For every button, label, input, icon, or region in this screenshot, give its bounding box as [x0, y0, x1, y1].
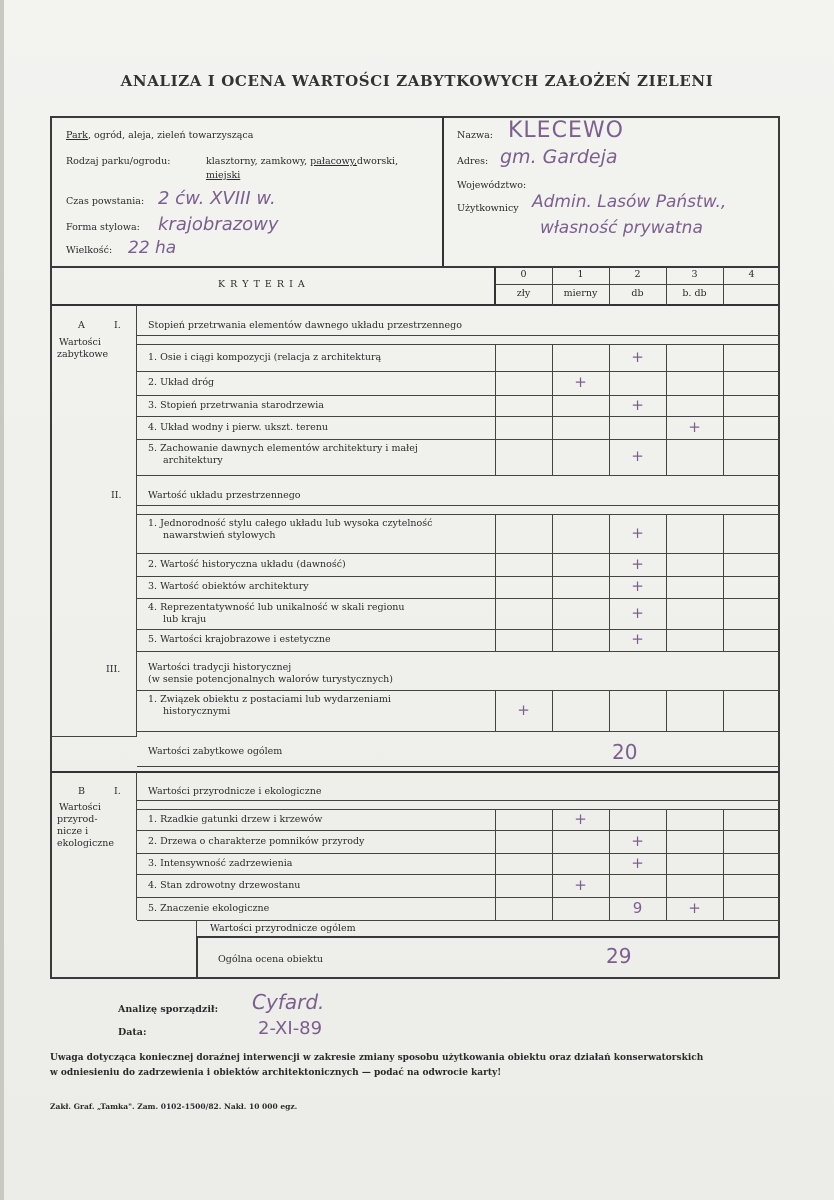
- row-cell-divider: [723, 629, 724, 651]
- note-line-1: Uwaga dotycząca koniecznej doraźnej interwencji w zakresie zmiany sposobu użytkowania obiektu oraz działań konserwatorskich: [50, 1053, 704, 1063]
- row-cell-divider: [552, 344, 553, 371]
- date-value: 2-XI-89: [258, 1018, 323, 1039]
- row-cell-divider: [495, 344, 496, 371]
- criterion-text-cont: historycznymi: [163, 706, 231, 717]
- section-b-total-label: Wartości przyrodnicze ogólem: [210, 923, 356, 934]
- criteria-col-divider: [552, 267, 553, 305]
- rating-mark: +: [631, 853, 644, 872]
- rating-mark: +: [688, 417, 701, 436]
- rating-mark: +: [688, 898, 701, 917]
- header-divider: [442, 117, 444, 268]
- row-cell-divider: [495, 830, 496, 853]
- row-bottom-line: [137, 475, 779, 476]
- row-top-line: [137, 809, 779, 810]
- row-cell-divider: [552, 439, 553, 475]
- row-cell-divider: [666, 690, 667, 731]
- woj-label: Województwo:: [457, 180, 527, 191]
- rating-mark: +: [517, 700, 530, 719]
- rodzaj-opt-1: klasztorny, zamkowy,: [206, 156, 308, 167]
- row-cell-divider: [723, 809, 724, 830]
- row-cell-divider: [495, 874, 496, 897]
- type-line: [66, 130, 253, 141]
- nazwa-label: Nazwa:: [457, 130, 493, 141]
- criteria-col-number: 2: [634, 269, 641, 280]
- criteria-col-number: 1: [577, 269, 584, 280]
- criterion-text: 5. Wartości krajobrazowe i estetyczne: [148, 634, 331, 645]
- uzyt-value-2: własność prywatna: [540, 218, 703, 238]
- criteria-frame: [50, 266, 780, 979]
- row-cell-divider: [552, 598, 553, 629]
- section-a-roman: I.: [114, 320, 121, 331]
- row-cell-divider: [552, 897, 553, 920]
- group-title-line: [137, 335, 779, 336]
- criteria-col-number: 0: [520, 269, 527, 280]
- criterion-text: 3. Stopień przetrwania starodrzewia: [148, 399, 324, 411]
- made-by-value: Cyfard.: [252, 990, 325, 1014]
- row-cell-divider: [552, 853, 553, 874]
- rating-mark: +: [631, 554, 644, 573]
- criteria-col-divider: [723, 267, 724, 305]
- rodzaj-opt-selected: pałacowy,: [310, 156, 357, 167]
- row-cell-divider: [723, 514, 724, 553]
- row-top-line: [137, 598, 779, 599]
- criterion-text: 3. Intensywność zadrzewienia: [148, 857, 293, 869]
- row-top-line: [137, 629, 779, 630]
- form-title: ANALIZA I OCENA WARTOŚCI ZABYTKOWYCH ZAŁOŻEŃ ZIELENI: [120, 72, 714, 90]
- row-top-line: [137, 395, 779, 396]
- row-top-line: [137, 553, 779, 554]
- criteria-col-number: 3: [691, 269, 698, 280]
- row-cell-divider: [495, 576, 496, 598]
- row-cell-divider: [666, 439, 667, 475]
- row-cell-divider: [666, 576, 667, 598]
- row-cell-divider: [495, 809, 496, 830]
- row-cell-divider: [666, 514, 667, 553]
- row-cell-divider: [552, 576, 553, 598]
- row-cell-divider: [723, 371, 724, 395]
- row-cell-divider: [723, 344, 724, 371]
- section-b-title: Wartości przyrodnicze i ekologiczne: [148, 786, 322, 797]
- criterion-text: 2. Drzewa o charakterze pomników przyrody: [148, 835, 365, 847]
- uzyt-label: Użytkownicy: [457, 203, 519, 214]
- row-cell-divider: [666, 344, 667, 371]
- forma-value: krajobrazowy: [158, 214, 279, 235]
- row-cell-divider: [552, 553, 553, 576]
- date-label: Data:: [118, 1027, 147, 1038]
- row-cell-divider: [723, 576, 724, 598]
- forma-label: Forma stylowa:: [66, 222, 140, 233]
- rating-mark: +: [631, 630, 644, 648]
- row-cell-divider: [609, 690, 610, 731]
- row-cell-divider: [666, 395, 667, 416]
- czas-label: Czas powstania:: [66, 196, 145, 207]
- criteria-col-number: 4: [748, 269, 755, 280]
- group-title-line: [137, 505, 779, 506]
- row-cell-divider: [495, 897, 496, 920]
- section-a-g2-title: Wartość układu przestrzennego: [148, 490, 301, 501]
- adres-value: gm. Gardeja: [500, 146, 618, 168]
- left-col-divider-a: [136, 305, 137, 736]
- rodzaj-options: [206, 156, 398, 167]
- row-cell-divider: [495, 598, 496, 629]
- row-cell-divider: [723, 830, 724, 853]
- made-by-label: Analizę sporządził:: [118, 1004, 219, 1015]
- row-cell-divider: [552, 690, 553, 731]
- row-cell-divider: [609, 371, 610, 395]
- row-cell-divider: [723, 439, 724, 475]
- rating-mark: +: [631, 603, 644, 622]
- row-bottom-line: [137, 651, 779, 652]
- section-a-total-label: Wartości zabytkowe ogólem: [148, 746, 283, 757]
- section-b-roman: I.: [114, 786, 121, 797]
- row-cell-divider: [723, 874, 724, 897]
- row-cell-divider: [723, 416, 724, 439]
- row-top-line: [137, 371, 779, 372]
- criteria-col-divider: [666, 267, 667, 305]
- row-bottom-line: [137, 731, 779, 732]
- a-total-line: [137, 766, 779, 767]
- criteria-col-word: mierny: [563, 288, 598, 299]
- criterion-text: 2. Układ dróg: [148, 377, 215, 388]
- criteria-header-bottom: [51, 304, 779, 306]
- b-title-line: [137, 800, 779, 801]
- criterion-text: 1. Osie i ciągi kompozycji (relacja z architekturą: [148, 351, 382, 363]
- wielkosc-label: Wielkość:: [66, 245, 113, 256]
- a-left-bottom: [51, 736, 137, 737]
- rating-mark: +: [574, 373, 587, 391]
- section-a-g3-title-2: (w sensie potencjonalnych walorów turystycznych): [148, 674, 393, 685]
- row-cell-divider: [666, 874, 667, 897]
- row-cell-divider: [666, 598, 667, 629]
- row-cell-divider: [495, 395, 496, 416]
- rodzaj-opt-2: dworski,: [356, 156, 399, 167]
- row-cell-divider: [723, 690, 724, 731]
- row-cell-divider: [723, 897, 724, 920]
- section-a-g1-title: Stopień przetrwania elementów dawnego układu przestrzennego: [148, 320, 462, 331]
- rating-mark: +: [574, 809, 587, 828]
- row-cell-divider: [666, 371, 667, 395]
- rating-mark: +: [631, 577, 644, 595]
- row-cell-divider: [609, 416, 610, 439]
- czas-value: 2 ćw. XVIII w.: [158, 188, 276, 209]
- criterion-text-cont: architektury: [163, 455, 223, 466]
- wielkosc-value: 22 ha: [128, 238, 177, 258]
- rating-mark: +: [574, 875, 587, 894]
- section-b-name-2: przyrod-: [57, 814, 98, 825]
- rating-mark: +: [631, 447, 644, 465]
- row-cell-divider: [495, 629, 496, 651]
- row-cell-divider: [609, 809, 610, 830]
- section-a-code: A: [78, 320, 85, 331]
- row-bottom-line: [137, 920, 779, 921]
- criterion-text: 4. Reprezentatywność lub unikalność w skali regionu: [148, 602, 405, 613]
- row-cell-divider: [723, 553, 724, 576]
- row-top-line: [137, 514, 779, 515]
- rating-extra: 9: [632, 898, 643, 917]
- rodzaj-opt-3: miejski: [206, 170, 241, 181]
- criterion-text-cont: nawarstwień stylowych: [163, 530, 276, 541]
- criterion-text: 3. Wartość obiektów architektury: [148, 581, 309, 592]
- criterion-text-cont: lub kraju: [163, 614, 207, 625]
- rodzaj-label: Rodzaj parku/ogrodu:: [66, 156, 171, 167]
- section-a-g3-roman: III.: [106, 664, 121, 675]
- row-top-line: [137, 830, 779, 831]
- nazwa-value: KLECEWO: [508, 118, 624, 143]
- paper-edge: [0, 0, 4, 1200]
- uzyt-value-1: Admin. Lasów Państw.,: [532, 192, 727, 212]
- type-rest: , ogród, aleja, zieleń towarzysząca: [87, 130, 254, 141]
- criteria-col-word: db: [631, 288, 644, 299]
- criterion-text: 5. Zachowanie dawnych elementów architektury i małej: [148, 443, 418, 454]
- a-section-bottom: [51, 771, 779, 773]
- row-cell-divider: [666, 809, 667, 830]
- overall-value: 29: [606, 944, 632, 968]
- row-cell-divider: [495, 439, 496, 475]
- row-cell-divider: [609, 874, 610, 897]
- criteria-col-divider: [609, 267, 610, 305]
- row-cell-divider: [552, 629, 553, 651]
- row-cell-divider: [495, 553, 496, 576]
- section-b-name-3: nicze i: [57, 826, 89, 837]
- b-total-left: [196, 920, 197, 936]
- row-cell-divider: [666, 629, 667, 651]
- row-cell-divider: [666, 853, 667, 874]
- section-b-code: B: [78, 786, 85, 797]
- row-cell-divider: [666, 830, 667, 853]
- criteria-col-word: zły: [516, 288, 531, 299]
- row-cell-divider: [666, 553, 667, 576]
- rating-mark: +: [631, 523, 644, 542]
- row-cell-divider: [495, 416, 496, 439]
- rating-mark: +: [631, 831, 644, 850]
- row-cell-divider: [723, 598, 724, 629]
- row-top-line: [137, 439, 779, 440]
- section-a-g3-title-1: Wartości tradycji historycznej: [148, 662, 292, 673]
- row-cell-divider: [495, 853, 496, 874]
- criterion-text: 2. Wartość historyczna układu (dawność): [148, 558, 346, 570]
- row-top-line: [137, 576, 779, 577]
- criterion-text: 4. Stan zdrowotny drzewostanu: [148, 879, 301, 891]
- overall-label: Ogólna ocena obiektu: [218, 954, 324, 965]
- row-cell-divider: [723, 853, 724, 874]
- row-top-line: [137, 853, 779, 854]
- section-b-name-1: Wartości: [59, 802, 101, 813]
- row-top-line: [137, 344, 779, 345]
- row-top-line: [137, 690, 779, 691]
- row-cell-divider: [495, 371, 496, 395]
- row-cell-divider: [552, 416, 553, 439]
- row-cell-divider: [552, 395, 553, 416]
- section-a-name-2: zabytkowe: [57, 349, 109, 360]
- section-a-total-value: 20: [612, 740, 638, 764]
- type-park: Park: [66, 130, 88, 141]
- criteria-col-word: b. db: [682, 288, 707, 299]
- criteria-header-label: K R Y T E R I A: [218, 279, 306, 290]
- criterion-text: 1. Rzadkie gatunki drzew i krzewów: [148, 813, 323, 825]
- print-info: Zakł. Graf. „Tamka". Zam. 0102-1500/82. Nakł. 10 000 egz.: [50, 1102, 298, 1111]
- section-a-name-1: Wartości: [59, 337, 101, 348]
- criterion-text: 4. Układ wodny i pierw. ukszt. terenu: [148, 421, 328, 433]
- section-a-g2-roman: II.: [111, 490, 122, 501]
- section-b-name-4: ekologiczne: [57, 838, 115, 849]
- row-top-line: [137, 874, 779, 875]
- criterion-text: 1. Jednorodność stylu całego układu lub wysoka czytelność: [148, 518, 433, 529]
- adres-label: Adres:: [457, 156, 489, 167]
- note-line-2: w odniesieniu do zadrzewienia i obiektów architektonicznych — podać na odwrocie karty!: [50, 1068, 502, 1078]
- rating-mark: +: [631, 395, 644, 414]
- criterion-text: 5. Znaczenie ekologiczne: [148, 902, 270, 914]
- row-cell-divider: [723, 395, 724, 416]
- rating-mark: +: [631, 347, 644, 366]
- row-cell-divider: [552, 514, 553, 553]
- criteria-header-mid: [495, 284, 779, 285]
- row-cell-divider: [495, 514, 496, 553]
- row-cell-divider: [552, 830, 553, 853]
- criterion-text: 1. Związek obiektu z postaciami lub wydarzeniami: [148, 694, 391, 705]
